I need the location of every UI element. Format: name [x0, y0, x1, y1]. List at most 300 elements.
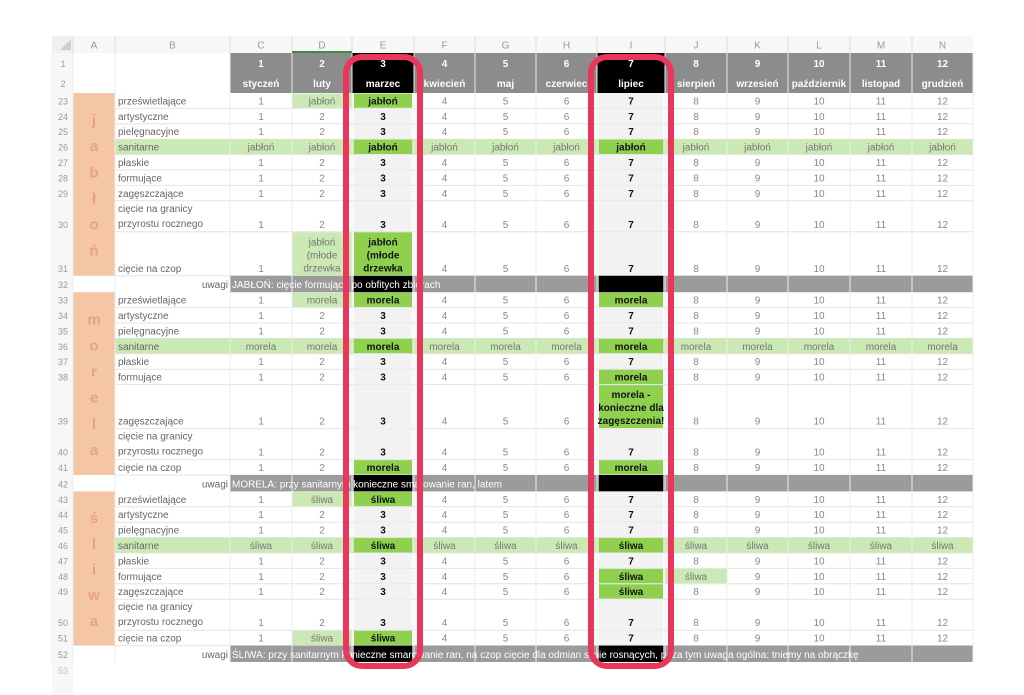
month-cell-value: 6 — [563, 510, 570, 522]
month-cell-value: 1 — [258, 556, 264, 568]
month-cell-value: 7 — [628, 311, 634, 322]
month-cell-value: 8 — [693, 158, 699, 169]
fruit-name-letter: ń — [89, 242, 99, 260]
month-cell-value: jabłoń — [308, 142, 336, 154]
month-cell-value: morela — [366, 341, 400, 353]
month-cell-value: 1 — [258, 127, 264, 139]
month-cell-value: 5 — [502, 127, 509, 139]
month-number: 3 — [380, 59, 386, 70]
month-cell-value: 7 — [628, 447, 634, 459]
cut-type-label: zagęszczające — [118, 416, 184, 428]
row-number: 24 — [57, 111, 69, 122]
month-cell-value: 1 — [258, 494, 264, 506]
month-cell-value: 5 — [502, 311, 509, 322]
month-cell-value: 3 — [380, 571, 386, 583]
month-cell-value: 11 — [875, 510, 887, 522]
month-cell-value: 6 — [563, 633, 570, 645]
month-cell-value: 5 — [502, 111, 509, 123]
month-cell-value: 3 — [380, 510, 386, 522]
month-number: 2 — [319, 59, 325, 70]
month-cell-value: 12 — [936, 326, 949, 338]
month-cell-value: 11 — [875, 463, 887, 474]
month-cell-value: 9 — [754, 326, 761, 338]
month-cell-value: 8 — [693, 416, 699, 428]
month-cell-value: śliwa — [494, 541, 517, 552]
month-cell-value: 6 — [563, 618, 570, 630]
cut-type-label: cięcie na granicy — [118, 602, 193, 614]
month-cell-value: 2 — [319, 219, 325, 231]
month-cell-value: jabłoń — [368, 237, 398, 249]
month-cell-value: 9 — [754, 173, 761, 185]
month-cell-value: drzewka — [303, 263, 341, 275]
month-cell-value: 12 — [936, 219, 949, 231]
fruit-name-letter: l — [91, 535, 97, 553]
month-cell-value: 1 — [258, 173, 264, 185]
cut-type-label: pielęgnacyjne — [118, 127, 180, 139]
column-header-b[interactable]: B — [169, 40, 176, 52]
month-cell-value: 4 — [441, 447, 448, 459]
month-cell-value: 4 — [441, 127, 448, 139]
month-cell-value: 10 — [813, 447, 825, 459]
cut-type-label: sanitarne — [118, 341, 160, 353]
month-cell-value: 5 — [502, 326, 509, 338]
cut-type-label: przyrostu rocznego — [118, 617, 204, 629]
month-cell-value: 6 — [563, 463, 570, 474]
fruit-name-letter: o — [89, 337, 99, 355]
month-cell-value: 2 — [319, 357, 325, 369]
month-cell-value: morela — [366, 463, 400, 474]
cut-type-label: płaskie — [118, 556, 150, 568]
month-cell-value: jabłoń — [247, 142, 275, 154]
cut-type-label: cięcie na czop — [118, 633, 182, 645]
month-cell-value: 2 — [319, 372, 325, 384]
cut-type-label: prześwietlające — [118, 295, 187, 307]
row-number: 45 — [57, 525, 69, 536]
month-cell-value: 6 — [563, 263, 570, 275]
month-cell-value: 7 — [628, 188, 634, 200]
cut-type-label: zagęszczające — [118, 188, 184, 200]
row-number: 41 — [57, 463, 69, 473]
month-cell-value: 6 — [563, 494, 570, 506]
month-cell-value: 2 — [319, 326, 325, 338]
row-number: 35 — [57, 326, 69, 337]
month-cell-value: 10 — [813, 587, 825, 599]
month-cell-value: jabłoń — [929, 142, 956, 154]
month-cell-value: 5 — [502, 618, 509, 630]
month-cell-value: 1 — [258, 463, 264, 474]
month-cell-value: 6 — [563, 96, 570, 108]
month-cell-value: 10 — [813, 127, 825, 139]
month-cell-value: 10 — [813, 158, 825, 169]
month-cell-value: 4 — [441, 463, 448, 474]
month-cell-value: morela — [366, 295, 400, 307]
month-cell-value: 11 — [875, 494, 887, 506]
month-cell-value: 11 — [875, 188, 887, 200]
month-cell-value: jabłoń — [553, 142, 580, 154]
month-cell-value: morela — [803, 341, 835, 353]
month-cell-value: morela — [614, 295, 648, 307]
month-number: 7 — [628, 59, 634, 70]
column-header-d[interactable]: D — [318, 40, 326, 52]
month-cell-value: 11 — [875, 633, 887, 645]
month-cell-value: morela — [865, 341, 897, 353]
month-cell-value: śliwa — [370, 633, 396, 645]
month-cell-value: 1 — [258, 111, 264, 123]
month-cell-value: 3 — [380, 311, 386, 322]
month-cell-value: 11 — [875, 219, 887, 231]
month-cell-value: 6 — [563, 357, 570, 369]
column-header-m[interactable]: M — [876, 40, 886, 52]
column-header-g[interactable]: G — [501, 40, 510, 52]
cut-type-label: artystyczne — [118, 311, 169, 322]
month-cell-value: 1 — [258, 188, 264, 200]
month-cell-value: 8 — [693, 447, 699, 459]
month-cell-value: 11 — [875, 326, 887, 338]
month-cell-value: 1 — [258, 219, 264, 231]
fruit-name-letter: o — [89, 216, 99, 234]
month-cell-value: 10 — [813, 618, 825, 630]
month-cell-value: 9 — [754, 447, 761, 459]
month-cell-value: 4 — [441, 111, 448, 123]
row-number: 52 — [57, 650, 69, 660]
month-cell-value: 8 — [693, 311, 699, 322]
month-cell-value: śliwa — [310, 541, 334, 552]
month-cell-value: 4 — [441, 357, 448, 369]
month-number: 5 — [502, 59, 509, 70]
cut-type-label: cięcie na granicy — [118, 431, 193, 443]
month-cell-value: (młode — [306, 250, 338, 262]
month-cell-value: 7 — [628, 633, 634, 645]
month-cell-value: 11 — [875, 447, 887, 459]
month-cell-value: 7 — [628, 357, 634, 369]
cut-type-label: cięcie na granicy — [118, 203, 193, 215]
month-cell-value: morela — [429, 341, 460, 353]
month-cell-value: 7 — [628, 525, 634, 537]
month-cell-value: 12 — [936, 463, 949, 474]
month-cell-value: 12 — [936, 111, 949, 123]
month-cell-value: 10 — [813, 556, 825, 568]
month-name: luty — [313, 79, 331, 90]
row-number: 26 — [57, 142, 69, 153]
month-cell-value: 10 — [813, 372, 825, 384]
month-name: maj — [496, 79, 515, 90]
row-number: 44 — [57, 510, 69, 521]
month-cell-value: 9 — [754, 188, 761, 200]
row-number: 46 — [57, 541, 69, 551]
month-cell-value: 3 — [380, 618, 386, 630]
month-cell-value: 6 — [563, 188, 570, 200]
row-number: 36 — [57, 341, 69, 352]
row-number: 37 — [57, 357, 69, 368]
month-cell-value: 5 — [502, 188, 509, 200]
month-cell-value: 4 — [441, 96, 448, 108]
cut-type-label: sanitarne — [118, 142, 160, 154]
month-cell-value: 7 — [628, 173, 634, 185]
month-cell-value: 12 — [936, 295, 949, 307]
month-cell-value: 8 — [693, 372, 699, 384]
fruit-name-letter: e — [89, 389, 99, 407]
month-cell-value: morela — [306, 295, 338, 307]
month-cell-value: 10 — [813, 311, 825, 322]
month-cell-value: 3 — [380, 219, 386, 231]
month-cell-value: 5 — [502, 263, 509, 275]
fruit-name-letter: ł — [91, 190, 97, 208]
cut-type-label: płaskie — [118, 158, 150, 169]
month-cell-value: jabłoń — [744, 142, 771, 154]
month-cell-value: śliwa — [807, 541, 831, 552]
month-cell-value: 12 — [936, 571, 949, 583]
month-cell-value: 11 — [875, 96, 887, 108]
month-cell-value: 10 — [813, 263, 825, 275]
month-cell-value: 11 — [875, 618, 887, 630]
month-cell-value: śliwa — [618, 541, 644, 552]
month-cell-value: 4 — [441, 510, 448, 522]
month-cell-value: 11 — [875, 571, 887, 583]
row-number: 25 — [57, 127, 69, 138]
month-cell-value: 10 — [813, 219, 825, 231]
month-cell-value: 5 — [502, 158, 509, 169]
month-cell-value: 12 — [936, 525, 949, 537]
cut-type-label: zagęszczające — [118, 587, 184, 599]
month-cell-value: 8 — [693, 618, 699, 630]
month-cell-value: 9 — [754, 494, 761, 506]
month-cell-value: 1 — [258, 372, 264, 384]
cut-type-label: artystyczne — [118, 111, 169, 123]
column-header-a[interactable]: A — [90, 40, 98, 52]
row-number: 51 — [57, 633, 69, 644]
month-cell-value: 10 — [813, 295, 825, 307]
column-header-l[interactable]: L — [816, 40, 822, 52]
row-number: 28 — [57, 173, 69, 184]
month-cell-value: 4 — [441, 416, 448, 428]
month-cell-value: 10 — [813, 173, 825, 185]
month-name: marzec — [365, 79, 401, 90]
month-cell-value: 3 — [380, 525, 386, 537]
month-cell-value: 11 — [875, 372, 887, 384]
month-cell-value: konieczne dla — [598, 403, 664, 415]
month-cell-value: 7 — [628, 263, 634, 275]
month-cell-value: 11 — [875, 525, 887, 537]
month-number: 9 — [754, 59, 761, 70]
month-cell-value: 12 — [936, 494, 949, 506]
cut-type-label: formujące — [118, 372, 162, 384]
month-name: październik — [791, 79, 847, 90]
month-cell-value: śliwa — [746, 541, 769, 552]
month-cell-value: śliwa — [618, 587, 644, 599]
month-cell-value: śliwa — [370, 541, 396, 552]
month-cell-value: 8 — [693, 463, 699, 474]
month-cell-value: 4 — [441, 571, 448, 583]
month-cell-value: 8 — [693, 494, 699, 506]
month-cell-value: 2 — [319, 525, 325, 537]
month-cell-value: śliwa — [869, 541, 893, 552]
month-cell-value: 11 — [875, 111, 887, 123]
month-cell-value: 9 — [754, 510, 761, 522]
month-cell-value: 8 — [693, 188, 699, 200]
notes-label: uwagi — [201, 280, 228, 292]
month-cell-value: 4 — [441, 633, 448, 645]
month-cell-value: 9 — [754, 295, 761, 307]
cut-type-label: płaskie — [118, 357, 150, 369]
month-cell-value: 2 — [319, 127, 325, 139]
month-cell-value: 6 — [563, 326, 570, 338]
month-cell-value: 11 — [875, 263, 887, 275]
month-cell-value: 1 — [258, 326, 264, 338]
month-cell-value: 6 — [563, 525, 570, 537]
month-cell-value: morela — [245, 341, 277, 353]
row-number: 23 — [57, 96, 69, 107]
month-cell-value: 12 — [936, 618, 949, 630]
fruit-name-letter: r — [91, 363, 97, 381]
month-cell-value: 10 — [813, 357, 825, 369]
fruit-name-letter: ś — [89, 510, 99, 528]
month-cell-value: 1 — [258, 618, 264, 630]
month-cell-value: 7 — [628, 618, 634, 630]
row-number: 34 — [57, 311, 69, 321]
month-cell-value: morela — [490, 341, 521, 353]
column-header-k[interactable]: K — [754, 40, 761, 52]
month-cell-value: 8 — [693, 633, 699, 645]
month-cell-value: 8 — [693, 219, 699, 231]
month-name: styczeń — [242, 79, 280, 90]
month-cell-value: 11 — [875, 295, 887, 307]
month-cell-value: 9 — [754, 127, 761, 139]
month-cell-value: 3 — [380, 173, 386, 185]
column-header-n[interactable]: N — [938, 40, 947, 52]
month-cell-value: 7 — [628, 111, 634, 123]
month-cell-value: 5 — [502, 525, 509, 537]
month-cell-value: 10 — [813, 326, 825, 338]
row-number: 2 — [60, 79, 66, 89]
column-header-j[interactable]: J — [693, 40, 699, 52]
month-cell-value: 11 — [875, 416, 887, 428]
column-header-f[interactable]: F — [441, 40, 448, 52]
month-cell-value: 10 — [813, 525, 825, 537]
highlighted-note-cell — [599, 475, 663, 491]
month-cell-value: 10 — [813, 416, 825, 428]
month-name: czerwiec — [545, 79, 588, 90]
fruit-name-letter: a — [89, 138, 99, 156]
month-cell-value: morela — [551, 341, 582, 353]
month-cell-value: (młode — [366, 250, 400, 262]
row-number: 43 — [57, 494, 69, 505]
row-number: 27 — [57, 158, 69, 168]
month-cell-value: 10 — [813, 111, 825, 123]
month-cell-value: 4 — [441, 618, 448, 630]
month-cell-value: 2 — [319, 311, 325, 322]
month-cell-value: morela — [680, 341, 712, 353]
month-cell-value: 7 — [628, 96, 634, 108]
month-cell-value: 12 — [936, 158, 949, 169]
month-cell-value: 11 — [875, 357, 887, 369]
month-cell-value: 12 — [936, 127, 949, 139]
month-cell-value: 7 — [628, 556, 634, 568]
month-cell-value: 2 — [319, 618, 325, 630]
month-cell-value: 3 — [380, 416, 386, 428]
month-cell-value: 5 — [502, 463, 509, 474]
highlighted-note-cell — [599, 276, 663, 292]
month-cell-value: 9 — [754, 96, 761, 108]
month-cell-value: 2 — [319, 188, 325, 200]
month-cell-value: 6 — [563, 447, 570, 459]
month-cell-value: 5 — [502, 633, 509, 645]
month-cell-value: 6 — [563, 311, 570, 322]
month-cell-value: 9 — [754, 311, 761, 322]
cut-type-label: pielęgnacyjne — [118, 326, 180, 338]
month-cell-value: 10 — [813, 188, 825, 200]
month-cell-value: 7 — [628, 510, 634, 522]
column-header-h[interactable]: H — [562, 40, 571, 52]
column-header-e[interactable]: E — [379, 40, 387, 52]
month-cell-value: 9 — [754, 587, 761, 599]
notes-label: uwagi — [201, 650, 228, 661]
month-cell-value: 9 — [754, 571, 761, 583]
month-cell-value: 5 — [502, 357, 509, 369]
month-cell-value: jabłoń — [308, 237, 336, 249]
month-cell-value: 3 — [380, 111, 386, 123]
month-cell-value: 4 — [441, 556, 448, 568]
month-cell-value: 4 — [441, 372, 448, 384]
cut-type-label: sanitarne — [118, 541, 160, 552]
month-cell-value: 6 — [563, 158, 570, 169]
month-cell-value: 2 — [319, 571, 325, 583]
cut-type-label: formujące — [118, 571, 162, 583]
month-cell-value: 11 — [875, 556, 887, 568]
month-name: sierpień — [676, 79, 716, 90]
month-cell-value: 2 — [319, 173, 325, 185]
month-cell-value: 6 — [563, 219, 570, 231]
column-header-c[interactable]: C — [257, 40, 265, 52]
month-cell-value: 8 — [693, 111, 699, 123]
month-cell-value: 4 — [441, 158, 448, 169]
month-cell-value: 9 — [754, 416, 761, 428]
month-cell-value: 4 — [441, 173, 448, 185]
month-cell-value: 9 — [754, 525, 761, 537]
month-cell-value: 12 — [936, 357, 949, 369]
fruit-name-letter: a — [89, 441, 99, 459]
month-cell-value: 5 — [502, 372, 509, 384]
month-cell-value: 8 — [693, 96, 699, 108]
row-number: 48 — [57, 571, 69, 582]
month-cell-value: 1 — [258, 295, 264, 307]
month-cell-value: śliwa — [310, 494, 334, 506]
month-cell-value: morela — [927, 341, 958, 353]
section-note: MORELA: przy sanitarnym konieczne smarowanie ran, latem — [232, 479, 503, 491]
month-cell-value: 2 — [319, 463, 325, 474]
fruit-name-letter: i — [91, 561, 97, 579]
month-cell-value: jabłoń — [805, 142, 833, 154]
month-cell-value: 6 — [563, 295, 570, 307]
month-cell-value: 12 — [936, 416, 949, 428]
month-cell-value: 5 — [502, 96, 509, 108]
month-cell-value: 10 — [813, 633, 825, 645]
month-cell-value: 7 — [628, 326, 634, 338]
month-cell-value: 2 — [319, 111, 325, 123]
month-cell-value: 8 — [693, 510, 699, 522]
month-cell-value: 6 — [563, 111, 570, 123]
column-header-i[interactable]: I — [629, 40, 633, 52]
cut-type-label: prześwietlające — [118, 494, 187, 506]
row-number: 38 — [57, 372, 69, 383]
month-cell-value: 8 — [693, 556, 699, 568]
month-cell-value: 3 — [380, 372, 386, 384]
month-cell-value: 12 — [936, 447, 949, 459]
cut-type-label: przyrostu rocznego — [118, 446, 204, 458]
month-cell-value: 1 — [258, 311, 264, 322]
month-cell-value: jabłoń — [682, 142, 710, 154]
fruit-name-letter: j — [91, 112, 97, 130]
month-cell-value: 4 — [441, 295, 448, 307]
